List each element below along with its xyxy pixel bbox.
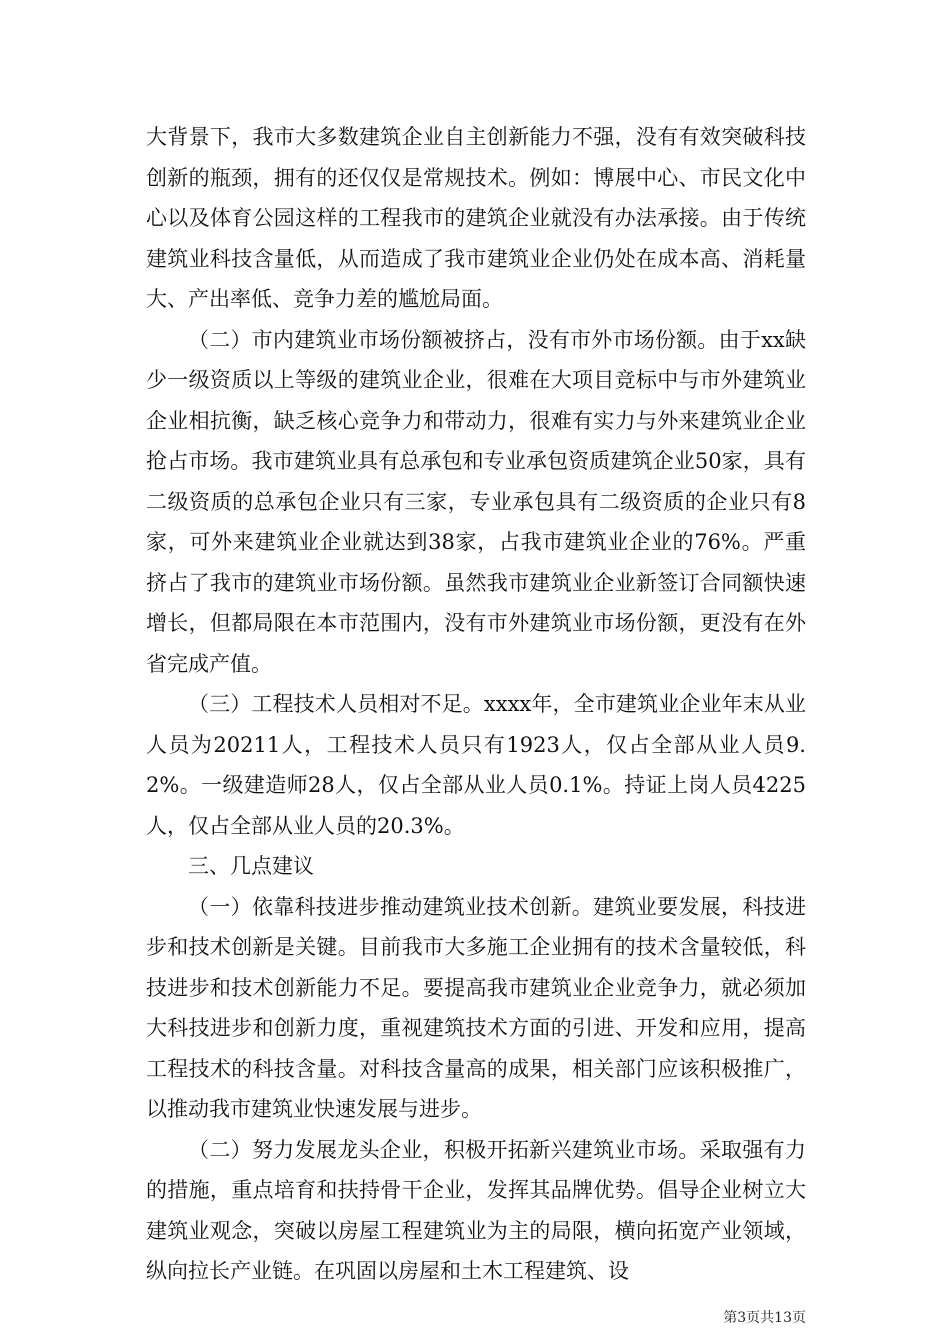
- section-heading-suggestions: 三、几点建议: [188, 854, 314, 878]
- page-number: 第3页共13页: [723, 1310, 806, 1326]
- paragraph-tech-innovation: （一）依靠科技进步推动建筑业技术创新。建筑业要发展，科技进步和技术创新是关键。目前我市大多施工企业拥有的技术含量较低，科技进步和技术创新能力不足。要提高我市建筑业企业竞争力，就必须加大科技进步和创新力度，重视建筑技术方面的引进、开发和应用，提高工程技术的科技含量。对科技含量高的成果，相关部门应该积极推广，以推动我市建筑业快速发展与进步。: [146, 894, 806, 1121]
- paragraph-continuation: 大背景下，我市大多数建筑企业自主创新能力不强，没有有效突破科技创新的瓶颈，拥有的还仅仅是常规技术。例如：博展中心、市民文化中心以及体育公园这样的工程我市的建筑企业就没有办法承接。由于传统建筑业科技含量低，从而造成了我市建筑业企业仍处在成本高、消耗量大、产出率低、竞争力差的尴尬局面。: [146, 125, 806, 311]
- paragraph-market-share: （二）市内建筑业市场份额被挤占，没有市外市场份额。由于xx缺少一级资质以上等级的建筑业企业，很难在大项目竞标中与市外建筑业企业相抗衡，缺乏核心竞争力和带动力，很难有实力与外来建筑业企业抢占市场。我市建筑业具有总承包和专业承包资质建筑企业50家，具有二级资质的总承包企业只有三家，专业承包具有二级资质的企业只有8家，可外来建筑业企业就达到38家，占我市建筑业企业的76%。严重挤占了我市的建筑业市场份额。虽然我市建筑业企业新签订合同额快速增长，但都局限在本市范围内，没有市外建筑业市场份额，更没有在外省完成产值。: [146, 327, 806, 676]
- page-footer: [0, 1307, 950, 1327]
- document-body: [146, 117, 806, 1292]
- paragraph-technical-staff: （三）工程技术人员相对不足。xxxx年，全市建筑业企业年末从业人员为20211人，工程技术人员只有1923人，仅占全部从业人员9.2%。一级建造师28人，仅占全部从业人员0.1%。持证上岗人员4225人，仅占全部从业人员的20.3%。: [146, 692, 806, 838]
- paragraph-leading-enterprises: （二）努力发展龙头企业，积极开拓新兴建筑业市场。采取强有力的措施，重点培育和扶持骨干企业，发挥其品牌优势。倡导企业树立大建筑业观念，突破以房屋工程建筑业为主的局限，横向拓宽产业领域，纵向拉长产业链。在巩固以房屋和土木工程建筑、设: [146, 1137, 806, 1283]
